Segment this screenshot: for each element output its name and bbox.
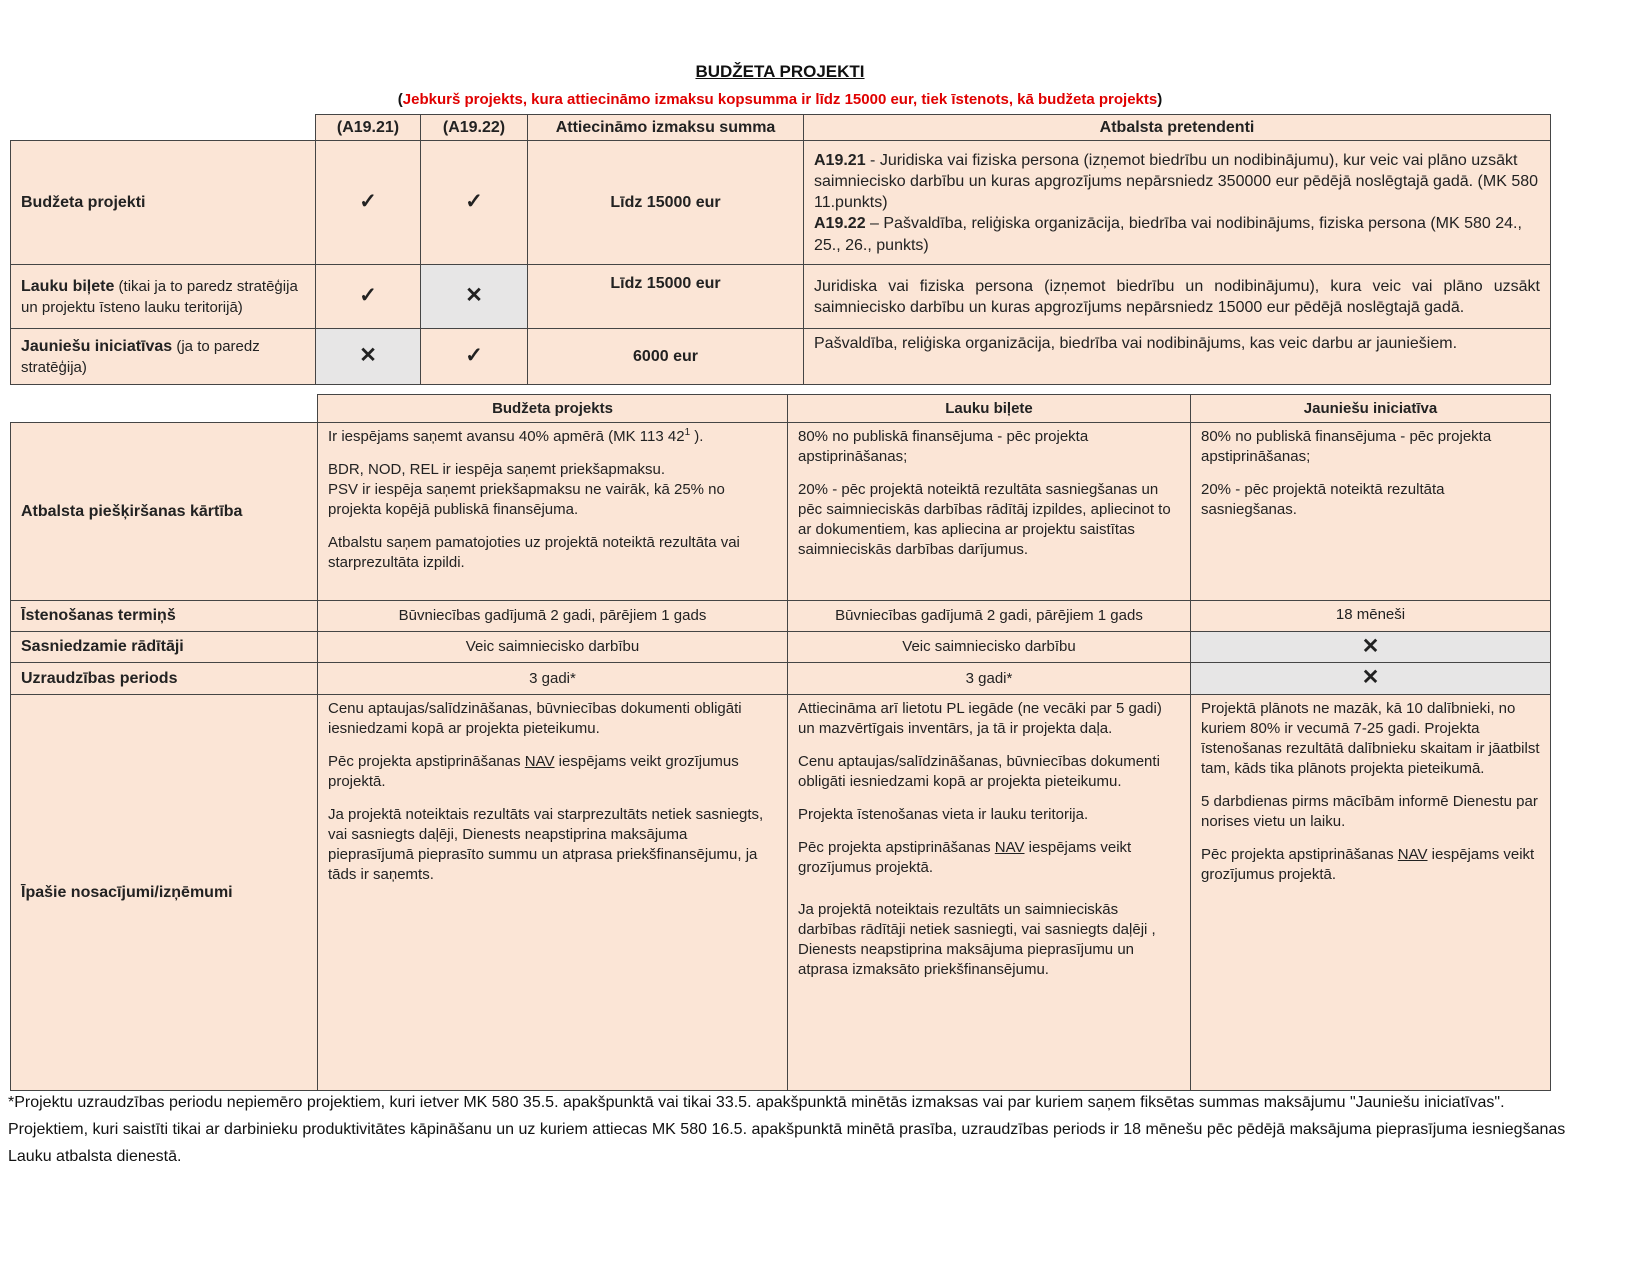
- t2-kartiba-ji-p2: 20% - pēc projektā noteiktā rezultāta sasniegšanas.: [1201, 481, 1445, 519]
- cross-icon: ✕: [1361, 666, 1380, 690]
- t2-kartiba-bp-p2a: BDR, NOD, REL ir iespēja saņemt priekšapmaksu.: [328, 461, 666, 479]
- t2-kartiba-bp-p1-after: ).: [690, 428, 704, 446]
- t2-ipasie-ji-p3: [1201, 845, 1540, 885]
- t2-kartiba-lb-p1: 80% no publiskā finansējuma - pēc projekta apstiprināšanas;: [798, 428, 1089, 466]
- t2-uzraudziba-ji-cell: [1191, 663, 1551, 695]
- t1-r1-pretendenti-cell: [804, 141, 1551, 265]
- check-icon: ✓: [465, 190, 483, 214]
- t2-ipasie-bp-p1: Cenu aptaujas/salīdzināšanas, būvniecības dokumenti obligāti iesniedzami kopā ar projekta pieteikumu.: [328, 700, 742, 738]
- footnote-line-1: *Projektu uzraudzības periodu nepiemēro projektiem, kuri ietver MK 580 35.5. apakšpunktā vai tikai 33.5. apakšpunktā minētās izmaksas vai par kuriem saņem fiksētas summas maksājumu "Jauniešu iniciatīvas".: [8, 1094, 1505, 1111]
- t2-ipasie-ji-p2: 5 darbdienas pirms mācībām informē Dienestu par norises vietu un laiku.: [1201, 793, 1538, 831]
- t2-ipasie-bp-p2-after: iespējams veikt grozījumus projektā.: [328, 753, 739, 791]
- t1-header-a1922: (A19.22): [421, 115, 528, 141]
- t2-ipasie-ji-p1: Projektā plānots ne mazāk, kā 10 dalībnieki, no kuriem 80% ir vecumā 7-25 gadi. Projekta īstenošanas rezultātā dalībnieku skaitam ir jāatbilst tam, kāds tika plānots projekta pieteikumā.: [1201, 700, 1540, 778]
- t2-kartiba-ji-cell: [1191, 423, 1551, 601]
- t1-r2-summa-cell: Līdz 15000 eur: [528, 265, 804, 329]
- t2-header-empty-cell: [11, 395, 318, 423]
- t2-ipasie-lb-p1: Attiecināma arī lietotu PL iegāde (ne vecāki par 5 gadi) un mazvērtīgais inventārs, ja tā ir projekta daļa.: [798, 700, 1162, 738]
- conditions-table: [10, 394, 1551, 1091]
- t1-row-budzeta-projekti: [11, 141, 1551, 265]
- t2-termins-bp-cell: Būvniecības gadījumā 2 gadi, pārējiem 1 gads: [318, 601, 788, 631]
- t1-r2-label-cell: [11, 265, 316, 329]
- t1-header-empty-cell: [11, 115, 316, 141]
- t2-kartiba-bp-p1-text: Ir iespējams saņemt avansu 40% apmērā (MK 113 42: [328, 428, 685, 446]
- t1-r3-summa-cell: 6000 eur: [528, 329, 804, 385]
- t2-ipasie-lb-p3: Projekta īstenošanas vieta ir lauku teritorija.: [798, 806, 1089, 824]
- t1-r1-pret-p1-text: - Juridiska vai fiziska persona (izņemot biedrību un nodibinājumu), kur veic vai plāno uzsākt saimniecisko darbību un kuras apgrozījums nepārsniedz 350000 eur pēdējā noslēgtajā gadā. (MK 580 11.punkts): [814, 151, 1539, 212]
- t2-header-lauku-bilete: Lauku biļete: [788, 395, 1191, 423]
- t1-r1-pret-paragraph-1: [814, 150, 1540, 214]
- t1-header-a1921: (A19.21): [316, 115, 421, 141]
- t2-ipasie-label-cell: Īpašie nosacījumi/izņēmumi: [11, 695, 318, 1091]
- t1-header-row: [11, 115, 1551, 141]
- t2-ipasie-lb-p4-after: iespējams veikt grozījumus projektā.: [798, 839, 1132, 877]
- page-subtitle: [10, 91, 1550, 108]
- t2-ipasie-ji-cell: [1191, 695, 1551, 1091]
- cross-icon: ✕: [465, 284, 483, 308]
- t1-r1-summa-cell: Līdz 15000 eur: [528, 141, 804, 265]
- t2-row-uzraudziba: [11, 663, 1551, 695]
- t2-row-kartiba: [11, 423, 1551, 601]
- t2-raditaji-label-cell: Sasniedzamie rādītāji: [11, 631, 318, 663]
- footnote-line-2: Projektiem, kuri saistīti tikai ar darbinieku produktivitātes kāpināšanu un uz kuriem attiecas MK 580 16.5. apakšpunktā minētā prasība, uzraudzības periods ir 18 mēnešu pēc pēdējā maksājuma pieprasījuma iesniegšanas: [8, 1121, 1566, 1138]
- t2-kartiba-lb-cell: [788, 423, 1191, 601]
- t2-header-row: [11, 395, 1551, 423]
- subtitle-close-paren: ): [1157, 91, 1163, 108]
- check-icon: ✓: [465, 344, 483, 368]
- t1-r1-a1922-cell: [421, 141, 528, 265]
- subtitle-open-paren: (: [397, 91, 403, 108]
- t1-r2-label-normal: (tikai ja to paredz stratēģija un projektu īsteno lauku teritorijā): [21, 277, 298, 316]
- t2-ipasie-ji-p3-before: Pēc projekta apstiprināšanas: [1201, 846, 1398, 864]
- t1-r1-pret-paragraph-2: [814, 213, 1540, 256]
- t2-kartiba-label-cell: Atbalsta piešķiršanas kārtība: [11, 423, 318, 601]
- t2-ipasie-bp-cell: [318, 695, 788, 1091]
- t2-ipasie-ji-p3-nav: NAV: [1397, 846, 1428, 864]
- t2-kartiba-bp-p2: [328, 460, 777, 520]
- t1-r3-pretendenti-cell: Pašvaldība, reliģiska organizācija, biedrība vai nodibinājums, kas veic darbu ar jauniešiem.: [804, 329, 1551, 385]
- footnote-line-3: Lauku atbalsta dienestā.: [8, 1148, 182, 1165]
- t2-kartiba-bp-cell: [318, 423, 788, 601]
- t2-row-ipasie: [11, 695, 1551, 1091]
- t2-ipasie-lb-p4: [798, 838, 1180, 878]
- t1-r3-label-normal: (ja to paredz stratēģija): [21, 337, 260, 376]
- footnote: [8, 1094, 1643, 1175]
- t2-uzraudziba-label-cell: Uzraudzības periods: [11, 663, 318, 695]
- t1-row-lauku-bilete: [11, 265, 1551, 329]
- t2-termins-ji-cell: 18 mēneši: [1191, 601, 1551, 631]
- t2-ipasie-bp-p3: Ja projektā noteiktais rezultāts vai starprezultāts netiek sasniegts, vai sasniegts daļēji, Dienests neapstiprina maksājuma pieprasījumā pieprasīto summu un atprasa priekšfinansējumu, ja tāds ir saņemts.: [328, 806, 764, 883]
- t2-uzraudziba-bp-cell: 3 gadi*: [318, 663, 788, 695]
- document-content: [10, 0, 1550, 1091]
- t2-ipasie-lb-p5: Ja projektā noteiktais rezultāts un saimnieciskās darbības rādītāji netiek sasniegti, vai sasniegts daļēji , Dienests neapstiprina maksājuma pieprasījumu un atprasa izmaksāto priekšfinansējumu.: [798, 900, 1156, 978]
- t1-r2-label-bold: Lauku biļete: [21, 277, 115, 295]
- t2-kartiba-lb-p2: 20% - pēc projektā noteiktā rezultāta sasniegšanas un pēc saimnieciskās darbības rādītāj izpildes, apliecinot to ar dokumentiem, kas apliecina ar projektu saistītas saimnieciskās darbības darījumus.: [798, 481, 1171, 558]
- t2-termins-label-cell: Īstenošanas termiņš: [11, 601, 318, 631]
- cross-icon: ✕: [1361, 634, 1380, 658]
- t1-r1-label-cell: Budžeta projekti: [11, 141, 316, 265]
- t2-row-termins: [11, 601, 1551, 631]
- t2-ipasie-lb-p4-nav: NAV: [994, 839, 1025, 857]
- cross-icon: ✕: [359, 344, 377, 368]
- t2-ipasie-bp-p2: [328, 752, 777, 792]
- t2-uzraudziba-lb-cell: 3 gadi*: [788, 663, 1191, 695]
- t2-header-jauniesu-iniciativa: Jauniešu iniciatīva: [1191, 395, 1551, 423]
- t1-r1-a1921-cell: [316, 141, 421, 265]
- t2-ipasie-lb-p2: Cenu aptaujas/salīdzināšanas, būvniecības dokumenti obligāti iesniedzami kopā ar projekta pieteikumu.: [798, 753, 1160, 791]
- t2-raditaji-ji-cell: [1191, 631, 1551, 663]
- t2-kartiba-bp-p2b: PSV ir iespēja saņemt priekšapmaksu ne vairāk, kā 25% no projekta kopējā publiskā finansējuma.: [328, 481, 725, 519]
- t2-ipasie-lb-cell: [788, 695, 1191, 1091]
- eligibility-table: [10, 114, 1551, 385]
- t2-raditaji-bp-cell: Veic saimniecisko darbību: [318, 631, 788, 663]
- subtitle-red-text: Jebkurš projekts, kura attiecināmo izmaksu kopsumma ir līdz 15000 eur, tiek īstenots, kā budžeta projekts: [402, 91, 1158, 108]
- t2-ipasie-bp-p2-before: Pēc projekta apstiprināšanas: [328, 753, 525, 771]
- t1-header-summa: Attiecināmo izmaksu summa: [528, 115, 804, 141]
- t1-r3-label-bold: Jauniešu iniciatīvas: [21, 337, 173, 355]
- t1-r2-a1921-cell: [316, 265, 421, 329]
- t1-header-pretendenti: Atbalsta pretendenti: [804, 115, 1551, 141]
- check-icon: ✓: [359, 284, 377, 308]
- t1-r1-pret-p1-code: A19.21: [814, 151, 866, 169]
- t1-r3-label-cell: [11, 329, 316, 385]
- t2-kartiba-bp-p1: [328, 427, 777, 447]
- t2-termins-lb-cell: Būvniecības gadījumā 2 gadi, pārējiem 1 gads: [788, 601, 1191, 631]
- t1-r1-pret-p2-text: – Pašvaldība, reliģiska organizācija, biedrība vai nodibinājums, fiziska persona (MK 580 24., 25., 26., punkts): [814, 215, 1522, 254]
- t2-kartiba-bp-p3: Atbalstu saņem pamatojoties uz projektā noteiktā rezultāta vai starprezultāta izpildi.: [328, 534, 740, 571]
- t1-r3-a1921-cell: [316, 329, 421, 385]
- t1-row-jauniesu-iniciativas: [11, 329, 1551, 385]
- t2-row-raditaji: [11, 631, 1551, 663]
- t2-ipasie-lb-p4-before: Pēc projekta apstiprināšanas: [798, 839, 995, 857]
- t2-kartiba-bp-p1-sup: 1: [684, 427, 691, 439]
- t1-r2-pretendenti-cell: Juridiska vai fiziska persona (izņemot biedrību un nodibinājumu), kura veic vai plāno uzsākt saimniecisko darbību un kuras apgrozījums nepārsniedz 15000 eur pēdējā noslēgtajā gadā.: [804, 265, 1551, 329]
- t2-header-budzeta-projekts: Budžeta projekts: [318, 395, 788, 423]
- t2-kartiba-ji-p1: 80% no publiskā finansējuma - pēc projekta apstiprināšanas;: [1201, 428, 1492, 466]
- t2-ipasie-ji-p3-after: iespējams veikt grozījumus projektā.: [1201, 846, 1535, 883]
- t2-ipasie-bp-p2-nav: NAV: [524, 753, 555, 771]
- page-title: BUDŽETA PROJEKTI: [695, 62, 865, 81]
- t1-r3-a1922-cell: [421, 329, 528, 385]
- t2-raditaji-lb-cell: Veic saimniecisko darbību: [788, 631, 1191, 663]
- t1-r1-pret-p2-code: A19.22: [814, 215, 866, 233]
- t1-r2-a1922-cell: [421, 265, 528, 329]
- check-icon: ✓: [359, 190, 377, 214]
